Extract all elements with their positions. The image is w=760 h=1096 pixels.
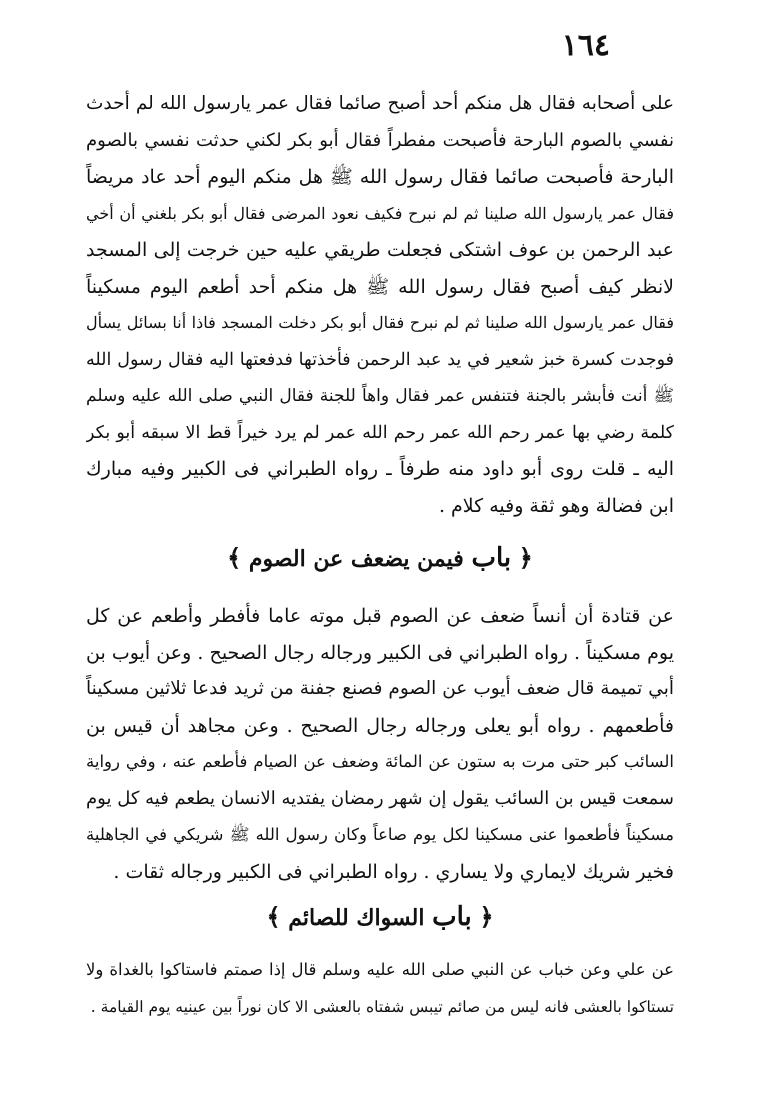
- paragraph-3: [86, 952, 674, 1025]
- text-line: كلمة رضي بها عمر رحم الله عمر رحم الله عمر لم يرد خيراً قط الا سبقه أبو بكر: [86, 422, 674, 443]
- heading-title: السواك للصائم: [288, 905, 425, 931]
- heading-bracket-close: ﴾: [266, 902, 281, 931]
- text-line: لانظر كيف أصبح فقال رسول الله ﷺ هل منكم أحد أطعم اليوم مسكيناً: [86, 275, 674, 298]
- text-line: فوجدت كسرة خبز شعير في يد عبد الرحمن فأخذتها فدفعتها اليه فقال رسول الله: [86, 349, 674, 370]
- paragraph-2: [86, 598, 674, 890]
- text-line: ابن فضالة وهو ثقة وفيه كلام .: [438, 494, 674, 517]
- text-line: اليه ـ قلت روى أبو داود منه طرفاً ـ رواه الطبراني فى الكبير وفيه مبارك: [86, 458, 674, 480]
- text-line: نفسي بالصوم البارحة فأصبحت مفطراً فقال أبو بكر لكني حدثت نفسي بالصوم: [86, 129, 674, 151]
- text-line: فقال عمر يارسول الله صلينا ثم لم نبرح فقال أبو بكر دخلت المسجد فاذا أنا بسائل يسأل: [86, 313, 674, 332]
- text-line: عن علي وعن خباب عن النبي صلى الله عليه وسلم قال إذا صمتم فاستاكوا بالغداة ولا: [86, 960, 674, 979]
- text-line: البارحة فأصبحت صائما فقال رسول الله ﷺ هل منكم اليوم أحد عاد مريضاً: [86, 166, 674, 188]
- heading-bracket-open: ﴿: [518, 543, 533, 572]
- heading-title: فيمن يضعف عن الصوم: [248, 546, 464, 572]
- text-line: مسكيناً فأطعموا عنى مسكينا لكل يوم صاعاً وكان رسول الله ﷺ شريكي في الجاهلية: [86, 825, 674, 844]
- text-line: فخير شريك لايماري ولا يساري . رواه الطبراني فى الكبير ورجاله ثقات .: [113, 860, 674, 883]
- heading-bab-word: باب: [432, 902, 472, 932]
- text-line: يوم مسكيناً . رواه الطبراني فى الكبير ورجاله رجال الصحيح . وعن أيوب بن: [86, 641, 674, 664]
- paragraph-1: [86, 86, 674, 524]
- text-line: عبد الرحمن بن عوف اشتكى فجعلت طريقي عليه حين خرجت إلى المسجد: [86, 239, 674, 261]
- text-line: ﷺ أنت فأبشر بالجنة فتنفس عمر فقال واهاً للجنة فقال النبي صلى الله عليه وسلم: [86, 386, 674, 406]
- text-line: أبي تميمة قال ضعف أيوب عن الصوم فصنع جفنة من ثريد فدعا ثلاثين مسكيناً: [86, 678, 674, 699]
- text-line: تستاكوا بالعشى فانه ليس من صائم تيبس شفتاه بالعشى الا كان نوراً بين عينيه يوم القيامة .: [90, 997, 674, 1016]
- text-line: فقال عمر يارسول الله صلينا ثم لم نبرح فكيف نعود المرضى فقال أبو بكر بلغني أن أخي: [86, 203, 674, 223]
- section-heading-siwak: [0, 902, 760, 932]
- heading-bracket-close: ﴾: [227, 543, 242, 572]
- heading-bracket-open: ﴿: [479, 902, 494, 931]
- text-line: سمعت قيس بن السائب يقول إن شهر رمضان يفتديه الانسان يطعم فيه كل يوم: [86, 787, 674, 809]
- heading-bab-word: باب: [471, 543, 512, 573]
- text-line: السائب كبر حتى مرت به ستون عن المائة وضعف عن الصيام فأطعم عنه ، وفي رواية: [86, 752, 674, 771]
- text-line: عن قتادة أن أنساً ضعف عن الصوم قبل موته عاما فأفطر وأطعم عن كل: [86, 605, 674, 627]
- text-line: على أصحابه فقال هل منكم أحد أصبح صائما فقال عمر يارسول الله لم أحدث: [86, 93, 674, 114]
- page-number: ١٦٤: [561, 28, 610, 63]
- section-heading-weak-fasting: [0, 543, 760, 573]
- text-line: فأطعمهم . رواه أبو يعلى ورجاله رجال الصحيح . وعن مجاهد أن قيس بن: [86, 714, 674, 737]
